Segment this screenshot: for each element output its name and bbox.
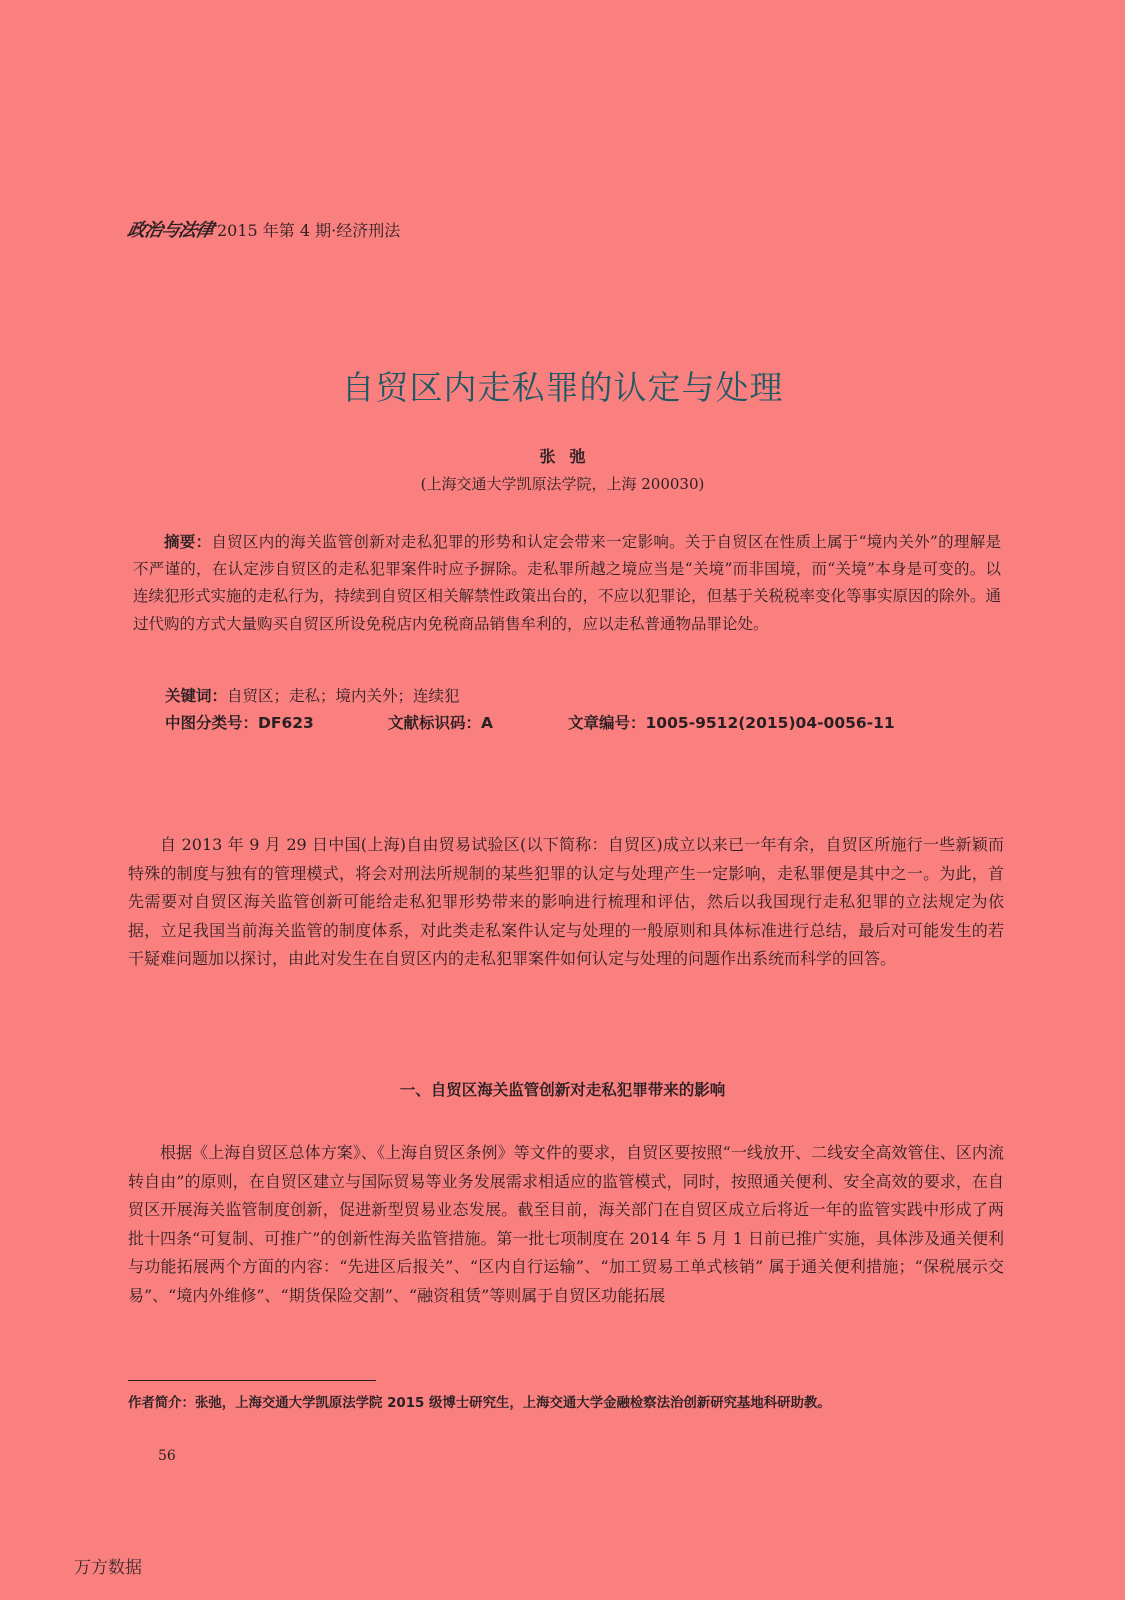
author-footnote <box>128 1394 1008 1414</box>
author-affiliation: (上海交通大学凯原法学院，上海 200030) <box>420 475 705 493</box>
footnote-text: 张弛，上海交通大学凯原法学院 2015 级博士研究生，上海交通大学金融检察法治创新研究基地科研助教。 <box>194 1396 831 1411</box>
keywords-text: 自贸区；走私；境内关外；连续犯 <box>227 687 460 705</box>
classification-line <box>165 710 965 737</box>
database-watermark: 万方数据 <box>74 1558 142 1578</box>
section-1-paragraph: 根据《上海自贸区总体方案》、《上海自贸区条例》等文件的要求，自贸区要按照“一线放开、二线安全高效管住、区内流转自由”的原则，在自贸区建立与国际贸易等业务发展需求相适应的监管模式，同时，按照通关便利、安全高效的要求，在自贸区开展海关监管制度创新，促进新型贸易业态发展。截至目前，海关部门在自贸区成立后将近一年的监管实践中形成了两批十四条“可复制、可推广”的创新性海关监管措施。第一批七项制度在 2014 年 5 月 1 日前已推广实施，具体涉及通关便利与功能拓展两个方面的内容：“先进区后报关”、“区内自行运输”、“加工贸易工单式核销” 属于通关便利措施；“保税展示交易”、“境内外维修”、“期货保险交割”、“融资租赁”等则属于自贸区功能拓展 <box>128 1143 1004 1305</box>
keywords <box>165 683 460 710</box>
article-number: 文章编号：1005-9512(2015)04-0056-11 <box>568 714 895 732</box>
clc-number: 中图分类号：DF623 <box>165 714 314 732</box>
intro-section <box>128 831 1004 974</box>
running-head <box>125 216 401 242</box>
abstract-text: 自贸区内的海关监管创新对走私犯罪的形势和认定会带来一定影响。关于自贸区在性质上属于“境内关外”的理解是不严谨的，在认定涉自贸区的走私犯罪案件时应予摒除。走私罪所越之境应当是“关境”而非国境，而“关境”本身是可变的。以连续犯形式实施的走私行为，持续到自贸区相关解禁性政策出台的，不应以犯罪论，但基于关税税率变化等事实原因的除外。通过代购的方式大量购买自贸区所设免税店内免税商品销售牟利的，应以走私普通物品罪论处。 <box>133 533 1002 633</box>
footnote-divider <box>128 1380 376 1381</box>
issue-info: 2015 年第 4 期·经济刑法 <box>217 221 401 240</box>
footnote-label: 作者简介： <box>128 1396 195 1411</box>
journal-logo: 政治与法律 <box>125 220 215 241</box>
section-heading: 一、自贸区海关监管创新对走私犯罪带来的影响 <box>399 1081 726 1099</box>
page-number: 56 <box>158 1448 176 1464</box>
article-title: 自贸区内走私罪的认定与处理 <box>341 368 784 407</box>
document-code: 文献标识码：A <box>388 714 494 732</box>
intro-paragraph: 自 2013 年 9 月 29 日中国(上海)自由贸易试验区(以下简称：自贸区)成立以来已一年有余，自贸区所施行一些新颖而特殊的制度与独有的管理模式，将会对刑法所规制的某些犯罪的认定与处理产生一定影响，走私罪便是其中之一。为此，首先需要对自贸区海关监管创新可能给走私犯罪形势带来的影响进行梳理和评估，然后以我国现行走私犯罪的立法规定为依据，立足我国当前海关监管的制度体系，对此类走私案件认定与处理的一般原则和具体标准进行总结，最后对可能发生的若干疑难问题加以探讨，由此对发生在自贸区内的走私犯罪案件如何认定与处理的问题作出系统而科学的回答。 <box>128 835 1004 968</box>
abstract <box>133 529 1001 638</box>
keywords-label: 关键词： <box>165 687 228 705</box>
section-1-body <box>128 1139 1004 1310</box>
abstract-label: 摘要： <box>164 533 212 551</box>
author-name: 张弛 <box>539 447 600 466</box>
